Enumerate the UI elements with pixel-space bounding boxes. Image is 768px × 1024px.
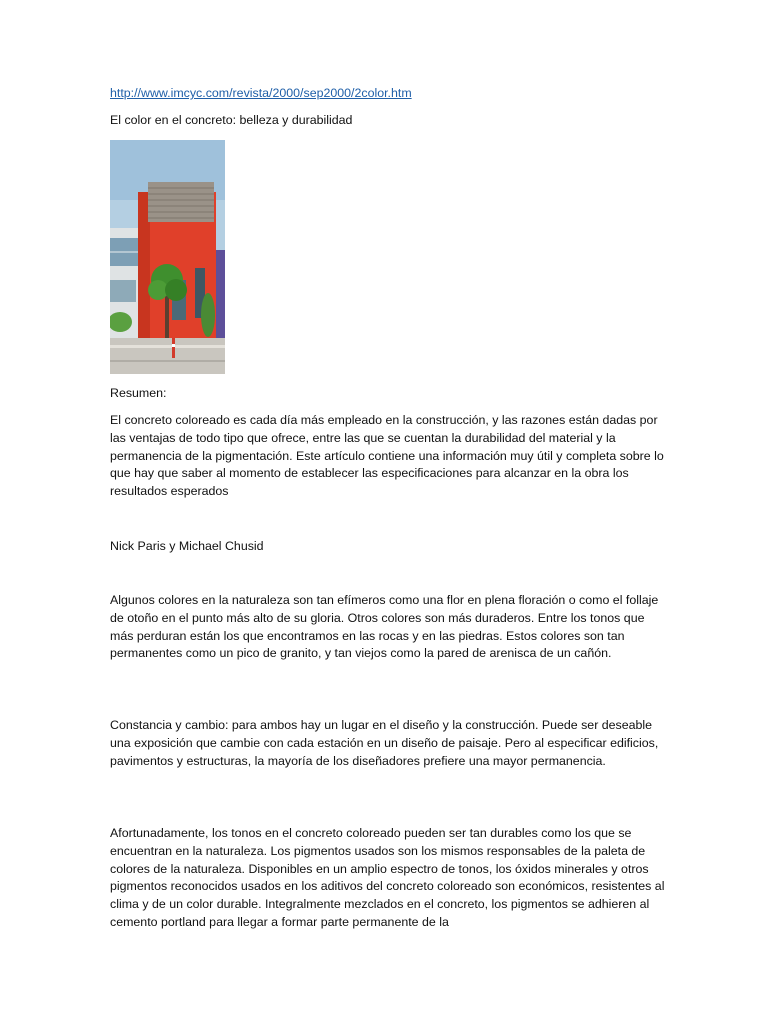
summary-body: El concreto coloreado es cada día más empleado en la construcción, y las razones están dadas por las ventajas de todo tipo que ofrece, entre las que se cuentan la durabilidad del material y la permanencia de la pigmentación. Este artículo contiene una información muy útil y completa sobre lo que hay que saber al momento de establecer las especificaciones para alcanzar en la obra los resultados esperados (110, 413, 664, 499)
paragraph-3: Afortunadamente, los tonos en el concreto coloreado pueden ser tan durables como los que se encuentran en la naturaleza. Los pigmentos usados son los mismos responsables de la paleta de colores de la naturaleza. Disponibles en un amplio espectro de tonos, los óxidos minerales y otros pigmentos reconocidos usados en los aditivos del concreto coloreado son económicos, resistentes al clima y de un color durable. Integralmente mezclados en el concreto, los pigmentos se adhieren al cemento portland para llegar a formar parte permanente de la (110, 826, 665, 929)
building-photo (110, 140, 225, 374)
paragraph-1: Algunos colores en la naturaleza son tan efímeros como una flor en plena floración o como el follaje de otoño en el punto más alto de su gloria. Otros colores son más duraderos. Entre los tonos que más perduran están los que encontramos en las rocas y en las piedras. Estos colores son tan permanentes como un pico de granito, y tan viejos como la pared de arenisca de un cañón. (110, 593, 659, 661)
article-title: El color en el concreto: belleza y durabilidad (110, 113, 353, 127)
summary-heading: Resumen: (110, 386, 167, 400)
paragraph-2: Constancia y cambio: para ambos hay un lugar en el diseño y la construcción. Puede ser deseable una exposición que cambie con cada estación en un diseño de paisaje. Pero al especificar edificios, pavimentos y estructuras, la mayoría de los diseñadores prefiere una mayor permanencia. (110, 718, 659, 768)
authors: Nick Paris y Michael Chusid (110, 539, 264, 553)
source-link[interactable]: http://www.imcyc.com/revista/2000/sep2000/2color.htm (110, 86, 412, 100)
